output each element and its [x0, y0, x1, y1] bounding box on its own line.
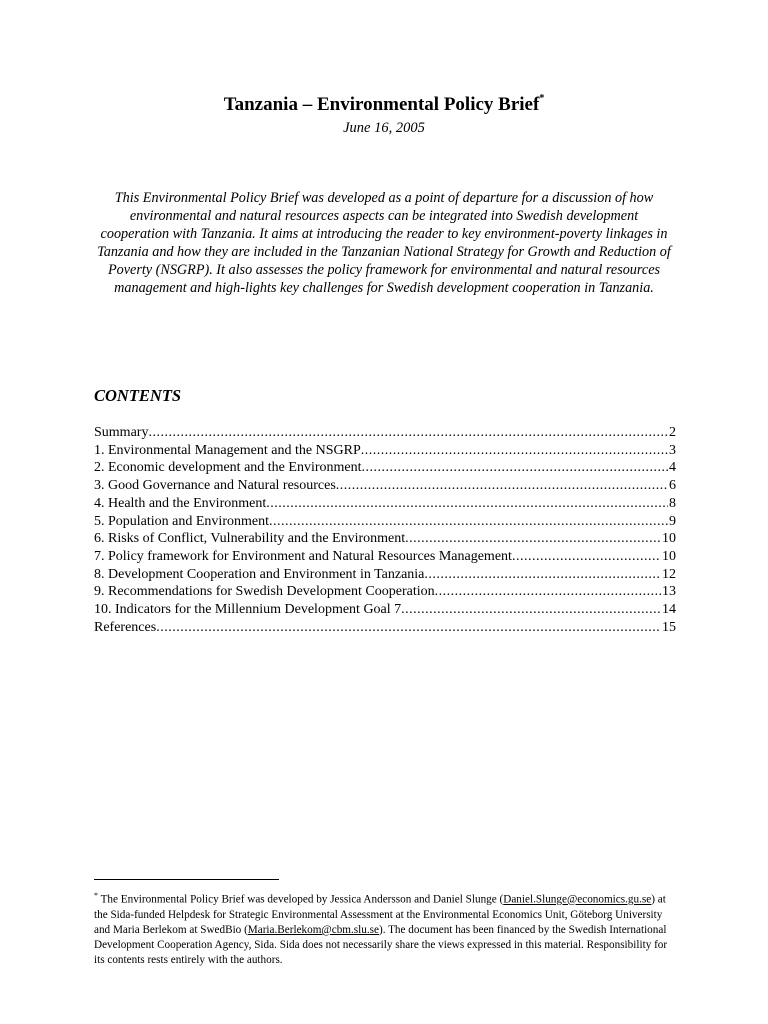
- toc-entry-label: 4. Health and the Environment: [94, 495, 267, 511]
- email-link-daniel[interactable]: Daniel.Slunge@economics.gu.se: [503, 893, 652, 906]
- toc-entry[interactable]: [94, 495, 676, 513]
- toc-entry-page: 10: [662, 548, 676, 564]
- toc-entry[interactable]: [94, 548, 676, 566]
- table-of-contents: [94, 424, 676, 636]
- toc-entry[interactable]: [94, 424, 676, 442]
- footnote-text-part: ). The document has been financed by the Swedish International Development Cooperation Agency, Sida. Sida does not necessarily share the views expressed in this material. Responsibility for its contents rests entirely with the authors.: [94, 923, 668, 966]
- toc-entry[interactable]: [94, 513, 676, 531]
- document-date: June 16, 2005: [343, 120, 425, 136]
- toc-leader: [269, 513, 668, 531]
- toc-entry-label: 2. Economic development and the Environment: [94, 460, 362, 476]
- footnote: [94, 888, 674, 968]
- toc-leader: [336, 477, 668, 495]
- toc-entry[interactable]: [94, 566, 676, 584]
- toc-leader: [266, 495, 668, 513]
- toc-entry-label: 6. Risks of Conflict, Vulnerability and the Environment: [94, 531, 406, 547]
- toc-entry[interactable]: [94, 477, 676, 495]
- toc-entry-label: References: [94, 619, 157, 635]
- toc-entry-page: 2: [669, 425, 676, 440]
- toc-leader: [361, 442, 668, 460]
- toc-entry-label: 10. Indicators for the Millennium Development Goal 7: [94, 602, 402, 618]
- toc-entry-label: 7. Policy framework for Environment and Natural Resources Management: [94, 548, 512, 564]
- toc-entry-page: 12: [662, 566, 676, 582]
- toc-entry-page: 10: [662, 531, 676, 547]
- toc-entry-page: 13: [662, 584, 676, 600]
- toc-entry-label: 9. Recommendations for Swedish Development Cooperation: [94, 584, 435, 600]
- toc-entry-page: 6: [669, 478, 676, 494]
- title-text: Tanzania – Environmental Policy Brief: [223, 94, 540, 115]
- toc-entry[interactable]: [94, 459, 676, 477]
- toc-entry-page: 3: [669, 442, 676, 458]
- toc-entry-page: 9: [669, 513, 676, 529]
- toc-entry-page: 14: [662, 602, 676, 618]
- toc-leader: [361, 459, 668, 477]
- document-title: [0, 94, 768, 116]
- toc-entry-page: 8: [669, 495, 676, 511]
- toc-leader: [405, 530, 661, 548]
- footnote-marker: *: [94, 891, 98, 900]
- toc-entry-label: 1. Environmental Management and the NSGRP: [94, 442, 361, 458]
- toc-leader: [512, 548, 661, 566]
- toc-entry-page: 4: [669, 460, 676, 476]
- toc-leader: [435, 583, 661, 601]
- abstract: This Environmental Policy Brief was developed as a point of departure for a discussion of how environmental and natural resources aspects can be integrated into Swedish development cooperation with Tanzania. It aims at introducing the reader to key environment-poverty linkages in Tanzania and how they are included in the Tanzanian National Strategy for Growth and Reduction of Poverty (NSGRP). It also assesses the policy framework for environmental and natural resources management and high-lights key challenges for Swedish development cooperation in Tanzania.: [97, 190, 671, 296]
- toc-entry-page: 15: [662, 619, 676, 635]
- email-link-maria[interactable]: Maria.Berlekom@cbm.slu.se: [247, 923, 379, 936]
- toc-leader: [148, 424, 668, 442]
- toc-leader: [424, 566, 661, 584]
- toc-leader: [401, 601, 661, 619]
- footnote-text-part: The Environmental Policy Brief was developed by Jessica Andersson and Daniel Slunge (: [98, 893, 504, 906]
- contents-heading: CONTENTS: [94, 386, 182, 405]
- toc-entry-label: 8. Development Cooperation and Environment in Tanzania: [94, 566, 425, 582]
- footnote-separator: [94, 879, 279, 880]
- toc-entry[interactable]: [94, 530, 676, 548]
- toc-entry-label: 3. Good Governance and Natural resources: [94, 478, 336, 494]
- toc-leader: [156, 619, 661, 637]
- toc-entry[interactable]: [94, 601, 676, 619]
- toc-entry-label: 5. Population and Environment: [94, 513, 269, 529]
- footnote-text-part: ) at the Sida-funded Helpdesk for Strategic Environmental Assessment at the Environmental Economics Unit, Göteborg University and Maria Berlekom at SwedBio (: [94, 893, 666, 936]
- toc-entry-label: Summary: [94, 425, 149, 440]
- toc-entry[interactable]: [94, 442, 676, 460]
- title-footnote-marker: *: [539, 92, 545, 104]
- toc-entry[interactable]: [94, 583, 676, 601]
- toc-entry[interactable]: [94, 619, 676, 637]
